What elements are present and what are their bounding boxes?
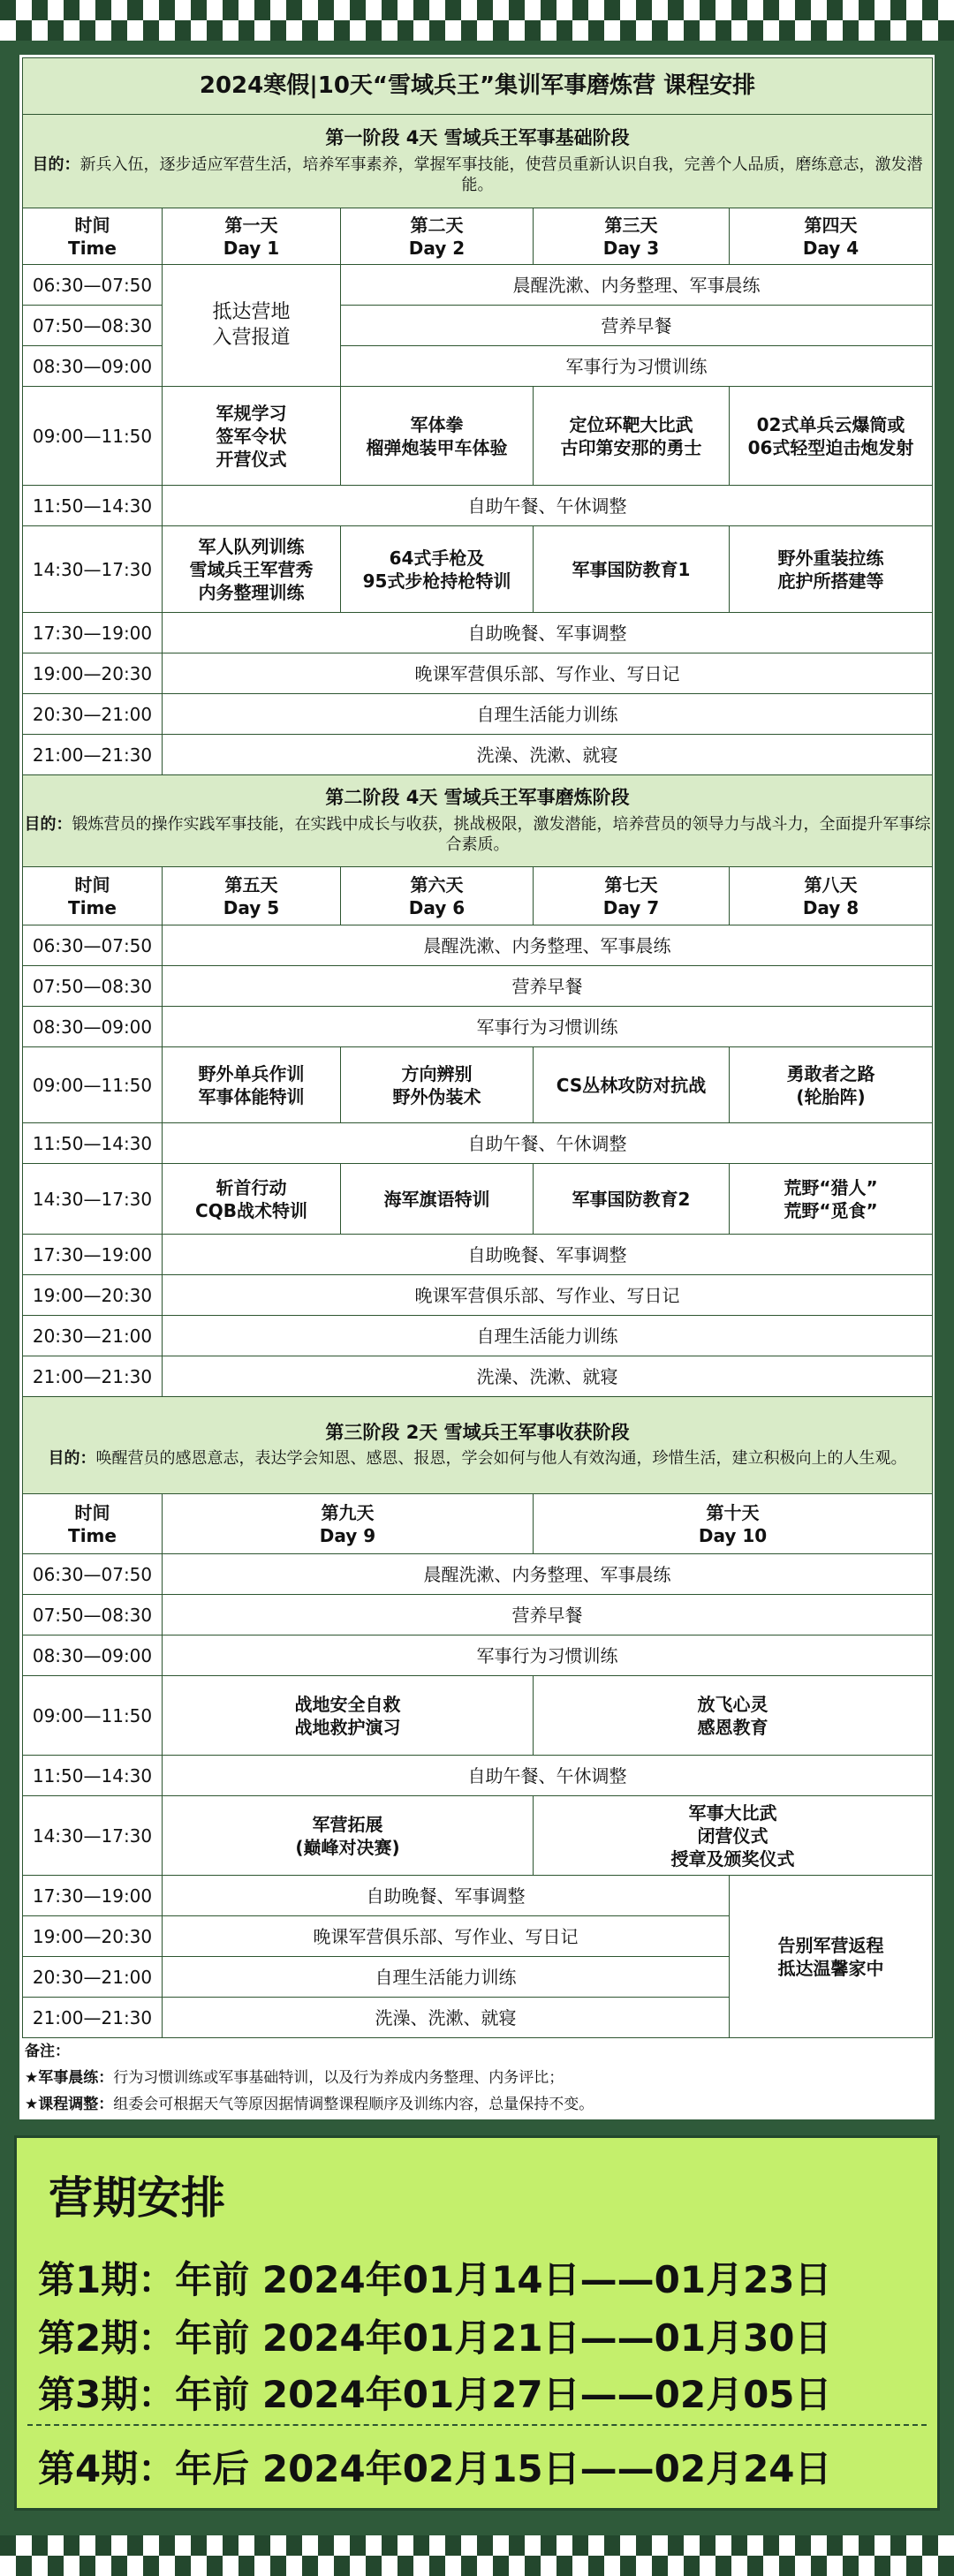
- activity-cell: 洗澡、洗漱、就寝: [163, 1998, 730, 2038]
- camp-schedule-panel: [14, 2135, 940, 2511]
- activity-cell: 自助午餐、午休调整: [163, 486, 933, 526]
- activity-cell: 军事大比武 闭营仪式 授章及颁奖仪式: [534, 1796, 933, 1876]
- phase-2-goal-label: 目的：: [24, 814, 72, 834]
- notes: [25, 2039, 926, 2118]
- schedule-table: [22, 57, 933, 2038]
- time-cell: 21:00—21:30: [23, 1356, 163, 1397]
- table-row: [23, 1123, 933, 1164]
- table-row: [23, 966, 933, 1007]
- table-row: [23, 265, 933, 306]
- table-row: [23, 346, 933, 387]
- time-cell: 08:30—09:00: [23, 346, 163, 387]
- camp-period-3: 第3期：年前 2024年01月27日——02月05日: [38, 2373, 832, 2416]
- phase-3-title: 第三阶段 2天 雪域兵王军事收获阶段: [325, 1422, 630, 1444]
- checker-border-top: [0, 0, 954, 41]
- activity-cell: 勇敢者之路 (轮胎阵): [730, 1047, 933, 1123]
- activity-cell: 军体拳 榴弹炮装甲车体验: [341, 387, 534, 486]
- table-row: [23, 1796, 933, 1876]
- time-header: 时间 Time: [23, 1494, 163, 1554]
- arrival-cell: [163, 265, 341, 387]
- activity-cell: 洗澡、洗漱、就寝: [163, 735, 933, 775]
- time-cell: 06:30—07:50: [23, 925, 163, 966]
- time-cell: 06:30—07:50: [23, 265, 163, 306]
- time-cell: 19:00—20:30: [23, 1275, 163, 1316]
- phase-1-goal: 新兵入伍，逐步适应军营生活，培养军事素养，掌握军事技能，使营员重新认识自我，完善个人品质，磨练意志，激发潜能。: [80, 155, 923, 195]
- activity-cell: 自理生活能力训练: [163, 1957, 730, 1998]
- time-cell: 07:50—08:30: [23, 1595, 163, 1635]
- time-header: 时间 Time: [23, 867, 163, 925]
- time-cell: 11:50—14:30: [23, 486, 163, 526]
- arrival-text: 抵达营地 入营报道: [212, 300, 291, 349]
- activity-cell: 战地安全自救 战地救护演习: [163, 1676, 534, 1756]
- time-cell: 20:30—21:00: [23, 1957, 163, 1998]
- time-cell: 09:00—11:50: [23, 1047, 163, 1123]
- table-row: [23, 1007, 933, 1047]
- phase-2-header: [23, 775, 933, 867]
- table-row: [23, 1876, 933, 1916]
- activity-cell: 野外重装拉练 庇护所搭建等: [730, 526, 933, 613]
- table-row: [23, 1275, 933, 1316]
- time-cell: 09:00—11:50: [23, 387, 163, 486]
- activity-cell: 晚课军营俱乐部、写作业、写日记: [163, 653, 933, 694]
- table-row: [23, 1595, 933, 1635]
- activity-cell: 军事国防教育1: [534, 526, 730, 613]
- activity-cell: CS丛林攻防对抗战: [534, 1047, 730, 1123]
- activity-cell: 02式单兵云爆筒或 06式轻型迫击炮发射: [730, 387, 933, 486]
- time-cell: 19:00—20:30: [23, 653, 163, 694]
- time-cell: 21:00—21:30: [23, 735, 163, 775]
- table-row: [23, 613, 933, 653]
- table-row: [23, 925, 933, 966]
- day-9-header: 第九天 Day 9: [163, 1494, 534, 1554]
- time-cell: 14:30—17:30: [23, 1164, 163, 1235]
- activity-cell: 64式手枪及 95式步枪持枪特训: [341, 526, 534, 613]
- activity-cell: 方向辨别 野外伪装术: [341, 1047, 534, 1123]
- notes-label: 备注：: [25, 2043, 70, 2060]
- day-5-header: 第五天 Day 5: [163, 867, 341, 925]
- table-row: [23, 526, 933, 613]
- phase-1-goal-label: 目的：: [32, 155, 80, 174]
- phase-1-header: [23, 115, 933, 208]
- activity-cell: 自助午餐、午休调整: [163, 1756, 933, 1796]
- table-row: [23, 1164, 933, 1235]
- activity-cell: 晨醒洗漱、内务整理、军事晨练: [163, 1554, 933, 1595]
- activity-cell: 晨醒洗漱、内务整理、军事晨练: [341, 265, 933, 306]
- table-row: [23, 1047, 933, 1123]
- activity-cell: 晚课军营俱乐部、写作业、写日记: [163, 1275, 933, 1316]
- table-row: [23, 1554, 933, 1595]
- activity-cell: 军营拓展 (巅峰对决赛): [163, 1796, 534, 1876]
- table-row: [23, 653, 933, 694]
- schedule-title: 2024寒假|10天“雪域兵王”集训军事磨炼营 课程安排: [23, 58, 933, 115]
- activity-cell: 野外单兵作训 军事体能特训: [163, 1047, 341, 1123]
- camp-schedule-title: 营期安排: [49, 2172, 225, 2224]
- phase-1-day-header-row: [23, 208, 933, 265]
- table-row: [23, 306, 933, 346]
- table-row: [23, 1635, 933, 1676]
- activity-cell: 晚课军营俱乐部、写作业、写日记: [163, 1916, 730, 1957]
- activity-cell: 自助晚餐、军事调整: [163, 1235, 933, 1275]
- activity-cell: 斩首行动 CQB战术特训: [163, 1164, 341, 1235]
- activity-cell: 军人队列训练 雪域兵王军营秀 内务整理训练: [163, 526, 341, 613]
- time-header: 时间 Time: [23, 208, 163, 265]
- day-10-header: 第十天 Day 10: [534, 1494, 933, 1554]
- activity-cell: 营养早餐: [163, 966, 933, 1007]
- phase-3-goal-label: 目的：: [48, 1449, 96, 1469]
- day-1-header: 第一天 Day 1: [163, 208, 341, 265]
- activity-cell: 军事行为习惯训练: [163, 1007, 933, 1047]
- schedule-sheet: [19, 55, 935, 2119]
- table-row: [23, 735, 933, 775]
- time-cell: 08:30—09:00: [23, 1635, 163, 1676]
- time-cell: 08:30—09:00: [23, 1007, 163, 1047]
- camp-period-2: 第2期：年前 2024年01月21日——01月30日: [38, 2316, 832, 2360]
- phase-3-goal: 唤醒营员的感恩意志，表达学会知恩、感恩、报恩，学会如何与他人有效沟通，珍惜生活，建立积极向上的人生观。: [95, 1449, 907, 1469]
- table-row: [23, 387, 933, 486]
- phase-3-header: [23, 1397, 933, 1494]
- table-row: [23, 1356, 933, 1397]
- time-cell: 17:30—19:00: [23, 1876, 163, 1916]
- activity-cell: 自助午餐、午休调整: [163, 1123, 933, 1164]
- time-cell: 06:30—07:50: [23, 1554, 163, 1595]
- activity-cell: 定位环靶大比武 古印第安那的勇士: [534, 387, 730, 486]
- day-8-header: 第八天 Day 8: [730, 867, 933, 925]
- day-6-header: 第六天 Day 6: [341, 867, 534, 925]
- camp-period-4: 第4期：年后 2024年02月15日——02月24日: [38, 2447, 832, 2490]
- activity-cell: 军事行为习惯训练: [341, 346, 933, 387]
- time-cell: 14:30—17:30: [23, 1796, 163, 1876]
- table-row: [23, 1235, 933, 1275]
- day-4-header: 第四天 Day 4: [730, 208, 933, 265]
- activity-cell: 晨醒洗漱、内务整理、军事晨练: [163, 925, 933, 966]
- activity-cell: 海军旗语特训: [341, 1164, 534, 1235]
- time-cell: 20:30—21:00: [23, 694, 163, 735]
- time-cell: 07:50—08:30: [23, 306, 163, 346]
- activity-cell: 军规学习 签军令状 开营仪式: [163, 387, 341, 486]
- table-row: [23, 1676, 933, 1756]
- schedule-title-row: [23, 58, 933, 115]
- table-row: [23, 1756, 933, 1796]
- divider: [27, 2424, 927, 2426]
- activity-cell: 荒野“猎人” 荒野“觅食”: [730, 1164, 933, 1235]
- time-cell: 07:50—08:30: [23, 966, 163, 1007]
- activity-cell: 营养早餐: [163, 1595, 933, 1635]
- activity-cell: 自理生活能力训练: [163, 694, 933, 735]
- day-7-header: 第七天 Day 7: [534, 867, 730, 925]
- phase-2-day-header-row: [23, 867, 933, 925]
- activity-cell: 军事行为习惯训练: [163, 1635, 933, 1676]
- time-cell: 11:50—14:30: [23, 1123, 163, 1164]
- day-2-header: 第二天 Day 2: [341, 208, 534, 265]
- time-cell: 19:00—20:30: [23, 1916, 163, 1957]
- time-cell: 17:30—19:00: [23, 1235, 163, 1275]
- farewell-cell: 告别军营返程 抵达温馨家中: [730, 1876, 933, 2038]
- time-cell: 14:30—17:30: [23, 526, 163, 613]
- activity-cell: 军事国防教育2: [534, 1164, 730, 1235]
- activity-cell: 洗澡、洗漱、就寝: [163, 1356, 933, 1397]
- activity-cell: 自助晚餐、军事调整: [163, 1876, 730, 1916]
- table-row: [23, 486, 933, 526]
- phase-3-day-header-row: [23, 1494, 933, 1554]
- checker-border-bottom: [0, 2535, 954, 2576]
- time-cell: 17:30—19:00: [23, 613, 163, 653]
- time-cell: 21:00—21:30: [23, 1998, 163, 2038]
- phase-1-title: 第一阶段 4天 雪域兵王军事基础阶段: [325, 127, 630, 149]
- phase-2-goal: 锻炼营员的操作实践军事技能，在实践中成长与收获，挑战极限，激发潜能，培养营员的领导力与战斗力，全面提升军事综合素质。: [72, 814, 931, 855]
- time-cell: 20:30—21:00: [23, 1316, 163, 1356]
- activity-cell: 营养早餐: [341, 306, 933, 346]
- table-row: [23, 694, 933, 735]
- time-cell: 11:50—14:30: [23, 1756, 163, 1796]
- day-3-header: 第三天 Day 3: [534, 208, 730, 265]
- phase-2-title: 第二阶段 4天 雪域兵王军事磨炼阶段: [325, 787, 630, 809]
- note-item: ★军事晨练：行为习惯训练或军事基础特训，以及行为养成内务整理、内务评比；: [25, 2068, 564, 2087]
- activity-cell: 自助晚餐、军事调整: [163, 613, 933, 653]
- time-cell: 09:00—11:50: [23, 1676, 163, 1756]
- note-item: ★课程调整：组委会可根据天气等原因据情调整课程顺序及训练内容，总量保持不变。: [25, 2095, 594, 2113]
- activity-cell: 自理生活能力训练: [163, 1316, 933, 1356]
- activity-cell: 放飞心灵 感恩教育: [534, 1676, 933, 1756]
- camp-period-1: 第1期：年前 2024年01月14日——01月23日: [38, 2258, 832, 2301]
- table-row: [23, 1316, 933, 1356]
